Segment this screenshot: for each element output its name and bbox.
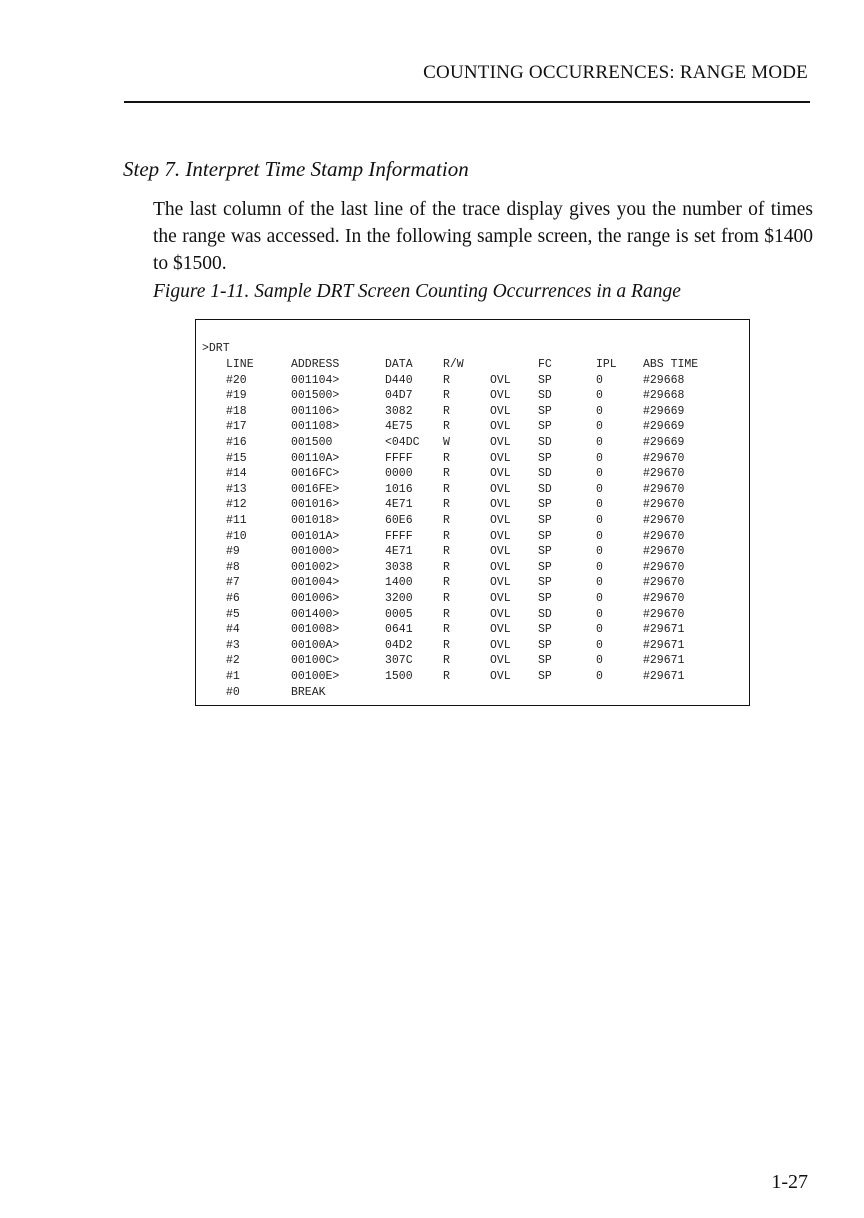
- body-paragraph: The last column of the last line of the trace display gives you the number of times the range was accessed. In the following sample screen, the range is set from $1400 to $1500.: [153, 199, 813, 274]
- row-fc: SP: [538, 420, 552, 434]
- row-fc: SP: [538, 638, 552, 652]
- row-flag: OVL: [490, 638, 511, 652]
- row-ipl: 0: [596, 420, 603, 434]
- trace-row: [196, 374, 749, 390]
- row-ipl: 0: [596, 404, 603, 418]
- row-fc: SP: [538, 498, 552, 512]
- trace-row: [196, 389, 749, 405]
- row-flag: OVL: [490, 451, 511, 465]
- row-data: 1400: [385, 576, 413, 590]
- row-fc: SD: [538, 482, 552, 496]
- row-rw: R: [443, 607, 450, 621]
- row-data: 0005: [385, 607, 413, 621]
- row-abs-time: #29669: [643, 420, 685, 434]
- row-rw: R: [443, 654, 450, 668]
- row-ipl: 0: [596, 576, 603, 590]
- row-rw: R: [443, 513, 450, 527]
- row-flag: OVL: [490, 389, 511, 403]
- row-flag: OVL: [490, 576, 511, 590]
- row-rw: R: [443, 451, 450, 465]
- trace-header-row: [196, 358, 749, 374]
- row-flag: OVL: [490, 607, 511, 621]
- row-flag: OVL: [490, 373, 511, 387]
- row-address: 00110A>: [291, 451, 340, 465]
- header-abs-time: ABS TIME: [643, 358, 699, 371]
- row-line: #17: [226, 420, 247, 434]
- row-fc: SD: [538, 389, 552, 403]
- row-abs-time: #29670: [643, 451, 685, 465]
- row-address: 00100C>: [291, 654, 340, 668]
- trace-row: [196, 420, 749, 436]
- row-line: #18: [226, 404, 247, 418]
- drt-prompt: >DRT: [202, 342, 230, 355]
- trace-row: [196, 545, 749, 561]
- row-flag: OVL: [490, 404, 511, 418]
- row-address: BREAK: [291, 685, 326, 699]
- row-abs-time: #29671: [643, 638, 685, 652]
- row-fc: SP: [538, 560, 552, 574]
- row-address: 001104>: [291, 373, 340, 387]
- row-address: 001002>: [291, 560, 340, 574]
- row-flag: OVL: [490, 467, 511, 481]
- row-data: 4E75: [385, 420, 413, 434]
- row-abs-time: #29669: [643, 435, 685, 449]
- row-ipl: 0: [596, 435, 603, 449]
- row-ipl: 0: [596, 591, 603, 605]
- row-rw: R: [443, 482, 450, 496]
- row-address: 001106>: [291, 404, 340, 418]
- row-fc: SP: [538, 669, 552, 683]
- trace-row: [196, 405, 749, 421]
- header-line: LINE: [226, 358, 254, 371]
- header-rw: R/W: [443, 358, 464, 371]
- row-address: 001006>: [291, 591, 340, 605]
- row-flag: OVL: [490, 560, 511, 574]
- row-flag: OVL: [490, 482, 511, 496]
- row-fc: SP: [538, 529, 552, 543]
- row-address: 001018>: [291, 513, 340, 527]
- row-fc: SP: [538, 576, 552, 590]
- row-address: 001500: [291, 435, 333, 449]
- row-flag: OVL: [490, 654, 511, 668]
- row-address: 001000>: [291, 545, 340, 559]
- row-line: #13: [226, 482, 247, 496]
- row-rw: R: [443, 623, 450, 637]
- trace-row: [196, 576, 749, 592]
- row-line: #1: [226, 669, 240, 683]
- row-data: 1500: [385, 669, 413, 683]
- trace-row: [196, 670, 749, 686]
- row-address: 0016FC>: [291, 467, 340, 481]
- row-ipl: 0: [596, 467, 603, 481]
- row-data: 4E71: [385, 498, 413, 512]
- row-line: #10: [226, 529, 247, 543]
- row-fc: SP: [538, 451, 552, 465]
- row-fc: SP: [538, 654, 552, 668]
- row-rw: R: [443, 498, 450, 512]
- step-title: Step 7. Interpret Time Stamp Information: [123, 157, 469, 181]
- trace-row: [196, 623, 749, 639]
- header-rule: [124, 101, 810, 103]
- row-line: #0: [226, 685, 240, 699]
- row-ipl: 0: [596, 560, 603, 574]
- row-rw: R: [443, 560, 450, 574]
- row-abs-time: #29669: [643, 404, 685, 418]
- row-abs-time: #29671: [643, 654, 685, 668]
- row-line: #8: [226, 560, 240, 574]
- row-data: 3038: [385, 560, 413, 574]
- header-ipl: IPL: [596, 358, 617, 371]
- header-address: ADDRESS: [291, 358, 340, 371]
- row-fc: SP: [538, 623, 552, 637]
- row-rw: R: [443, 638, 450, 652]
- row-line: #16: [226, 435, 247, 449]
- row-ipl: 0: [596, 513, 603, 527]
- row-line: #2: [226, 654, 240, 668]
- row-address: 00100A>: [291, 638, 340, 652]
- row-line: #6: [226, 591, 240, 605]
- trace-row: [196, 498, 749, 514]
- row-ipl: 0: [596, 623, 603, 637]
- row-flag: OVL: [490, 513, 511, 527]
- row-abs-time: #29670: [643, 607, 685, 621]
- page-number: 1-27: [771, 1171, 808, 1193]
- row-abs-time: #29670: [643, 576, 685, 590]
- row-fc: SD: [538, 607, 552, 621]
- row-fc: SP: [538, 591, 552, 605]
- row-rw: R: [443, 373, 450, 387]
- row-data: 1016: [385, 482, 413, 496]
- row-fc: SD: [538, 467, 552, 481]
- row-abs-time: #29670: [643, 513, 685, 527]
- row-abs-time: #29668: [643, 373, 685, 387]
- row-ipl: 0: [596, 373, 603, 387]
- row-ipl: 0: [596, 607, 603, 621]
- row-abs-time: #29670: [643, 591, 685, 605]
- row-address: 001400>: [291, 607, 340, 621]
- row-abs-time: #29668: [643, 389, 685, 403]
- row-ipl: 0: [596, 545, 603, 559]
- row-flag: OVL: [490, 529, 511, 543]
- row-line: #9: [226, 545, 240, 559]
- row-abs-time: #29670: [643, 498, 685, 512]
- row-ipl: 0: [596, 498, 603, 512]
- row-fc: SP: [538, 404, 552, 418]
- row-ipl: 0: [596, 482, 603, 496]
- trace-row: [196, 686, 749, 702]
- row-flag: OVL: [490, 591, 511, 605]
- row-line: #20: [226, 373, 247, 387]
- row-line: #11: [226, 513, 247, 527]
- row-flag: OVL: [490, 498, 511, 512]
- row-fc: SP: [538, 513, 552, 527]
- trace-row: [196, 467, 749, 483]
- row-address: 00101A>: [291, 529, 340, 543]
- row-ipl: 0: [596, 669, 603, 683]
- row-rw: R: [443, 404, 450, 418]
- row-line: #4: [226, 623, 240, 637]
- trace-row: [196, 452, 749, 468]
- trace-row: [196, 561, 749, 577]
- row-rw: R: [443, 669, 450, 683]
- row-line: #14: [226, 467, 247, 481]
- row-rw: R: [443, 591, 450, 605]
- row-data: 4E71: [385, 545, 413, 559]
- row-flag: OVL: [490, 669, 511, 683]
- row-ipl: 0: [596, 654, 603, 668]
- row-data: FFFF: [385, 451, 413, 465]
- row-address: 00100E>: [291, 669, 340, 683]
- trace-row: [196, 608, 749, 624]
- row-abs-time: #29670: [643, 560, 685, 574]
- row-fc: SP: [538, 373, 552, 387]
- row-fc: SP: [538, 545, 552, 559]
- row-rw: R: [443, 576, 450, 590]
- row-data: 307C: [385, 654, 413, 668]
- row-rw: R: [443, 389, 450, 403]
- row-data: 3200: [385, 591, 413, 605]
- trace-row: [196, 514, 749, 530]
- trace-row: [196, 654, 749, 670]
- row-line: #15: [226, 451, 247, 465]
- drt-screen: [195, 319, 750, 706]
- row-abs-time: #29670: [643, 467, 685, 481]
- row-address: 001500>: [291, 389, 340, 403]
- row-address: 0016FE>: [291, 482, 340, 496]
- row-flag: OVL: [490, 623, 511, 637]
- figure-caption: Figure 1-11. Sample DRT Screen Counting Occurrences in a Range: [153, 281, 681, 302]
- row-ipl: 0: [596, 638, 603, 652]
- row-address: 001008>: [291, 623, 340, 637]
- row-line: #19: [226, 389, 247, 403]
- row-data: FFFF: [385, 529, 413, 543]
- row-address: 001004>: [291, 576, 340, 590]
- row-flag: OVL: [490, 435, 511, 449]
- row-fc: SD: [538, 435, 552, 449]
- row-data: <04DC: [385, 435, 420, 449]
- trace-row: [196, 436, 749, 452]
- row-data: 04D2: [385, 638, 413, 652]
- trace-row: [196, 639, 749, 655]
- row-line: #7: [226, 576, 240, 590]
- row-data: 0641: [385, 623, 413, 637]
- row-rw: R: [443, 467, 450, 481]
- row-rw: R: [443, 420, 450, 434]
- row-flag: OVL: [490, 545, 511, 559]
- row-abs-time: #29670: [643, 529, 685, 543]
- trace-row: [196, 530, 749, 546]
- row-data: D440: [385, 373, 413, 387]
- row-address: 001016>: [291, 498, 340, 512]
- row-rw: R: [443, 529, 450, 543]
- row-data: 0000: [385, 467, 413, 481]
- row-abs-time: #29670: [643, 482, 685, 496]
- row-address: 001108>: [291, 420, 340, 434]
- header-fc: FC: [538, 358, 552, 371]
- trace-row: [196, 592, 749, 608]
- row-ipl: 0: [596, 529, 603, 543]
- row-data: 04D7: [385, 389, 413, 403]
- row-line: #5: [226, 607, 240, 621]
- row-ipl: 0: [596, 389, 603, 403]
- row-data: 60E6: [385, 513, 413, 527]
- row-flag: OVL: [490, 420, 511, 434]
- row-abs-time: #29670: [643, 545, 685, 559]
- row-rw: W: [443, 435, 450, 449]
- row-line: #12: [226, 498, 247, 512]
- row-abs-time: #29671: [643, 669, 685, 683]
- row-abs-time: #29671: [643, 623, 685, 637]
- row-rw: R: [443, 545, 450, 559]
- running-head: COUNTING OCCURRENCES: RANGE MODE: [423, 62, 808, 83]
- row-line: #3: [226, 638, 240, 652]
- row-ipl: 0: [596, 451, 603, 465]
- row-data: 3082: [385, 404, 413, 418]
- header-data: DATA: [385, 358, 413, 371]
- trace-row: [196, 483, 749, 499]
